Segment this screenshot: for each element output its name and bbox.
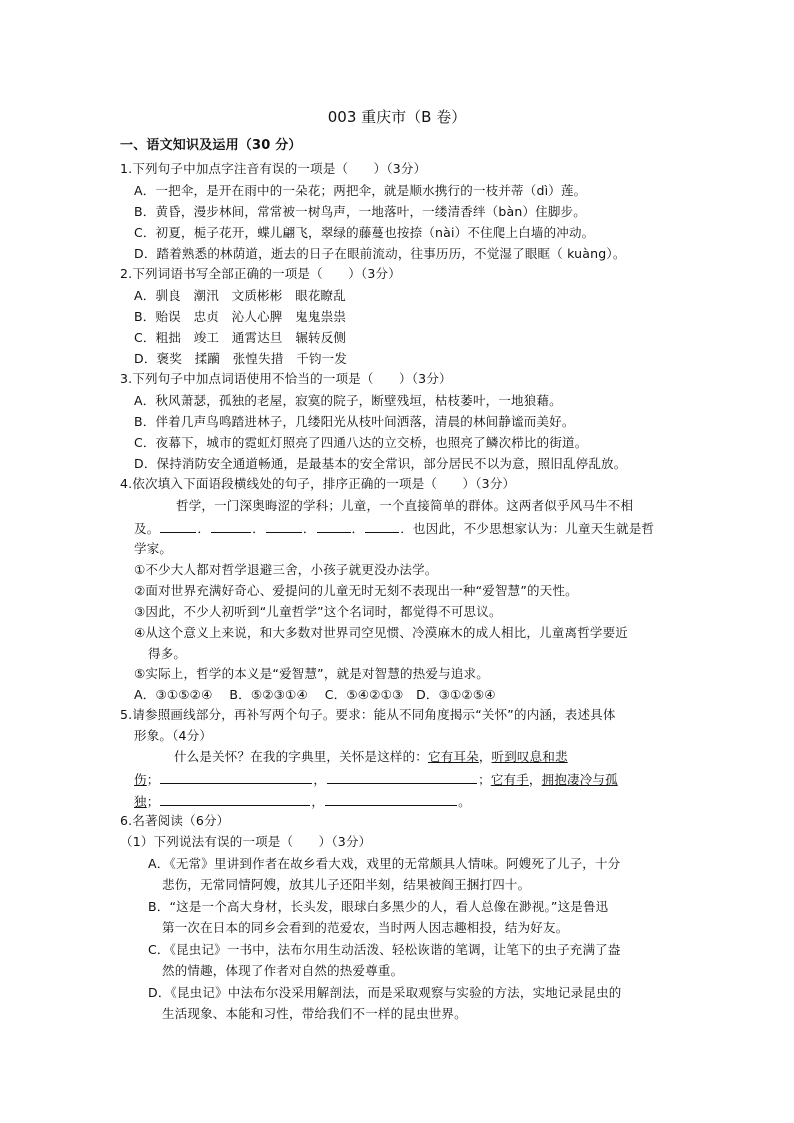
question-1-stem: 1.下列句子中加点字注音有误的一项是（ ）（3分）	[120, 161, 427, 176]
punctuation: ；	[478, 772, 491, 787]
page-title: 003 重庆市（B 卷）	[327, 108, 467, 126]
question-2-option-c: C．粗拙 竣工 通霄达旦 辗转反侧	[134, 330, 347, 345]
question-4-sentence-3: ③因此，不少人初听到“儿童哲学”这个名词时，都觉得不可思议。	[134, 604, 502, 619]
passage-text: 什么是关怀？在我的字典里，关怀是这样的：	[174, 749, 429, 764]
question-1-option-b: B．黄昏，漫步林间，常常被一树鸟声，一地落叶，一缕清香绊（bàn）住脚步。	[134, 204, 586, 219]
question-6-option-d: D．《昆虫记》中法布尔没采用解剖法，而是采取观察与实验的方法，实地记录昆虫的	[148, 985, 622, 1000]
answer-blank-4[interactable]	[325, 792, 457, 806]
punctuation: ，	[311, 794, 325, 809]
question-1-option-d: D．踏着熟悉的林荫道，逝去的日子在眼前流动，往事历历，不觉湿了眼眶（ kuàng）。	[134, 246, 626, 261]
question-5-stem-cont: 形象。（4分）	[134, 728, 213, 743]
underlined-text: 听到叹息和悲	[491, 749, 568, 764]
question-5-stem: 5.请参照画线部分，再补写两个句子。要求：能从不同角度揭示“关怀”的内涵，表述具体	[120, 707, 616, 722]
question-6-stem: 6.名著阅读（6分）	[120, 813, 230, 828]
underlined-text: 拥抱凄冷与孤	[541, 772, 618, 787]
fill-blank-4[interactable]	[317, 519, 351, 533]
section-heading: 一、语文知识及运用（30 分）	[120, 138, 302, 153]
question-6-option-c-cont: 然的情趣，体现了作者对自然的热爱尊重。	[162, 963, 404, 978]
question-6-option-b: B．“这是一个高大身材，长头发，眼球白多黑少的人，看人总像在渺视。”这是鲁迅	[148, 899, 609, 914]
question-3-option-c: C．夜幕下，城市的霓虹灯照亮了四通八达的立交桥，也照亮了鳞次栉比的街道。	[134, 435, 588, 450]
underlined-text: 伤	[134, 772, 147, 787]
question-2-option-d: D．褒奖 揉躏 张惶失措 千钧一发	[134, 351, 348, 366]
fill-blank-3[interactable]	[266, 519, 302, 533]
question-4-stem: 4.依次填入下面语段横线处的句子，排序正确的一项是（ ）（3分）	[120, 476, 516, 491]
question-5-passage-line-3	[134, 792, 471, 811]
question-3-stem: 3.下列句子中加点词语使用不恰当的一项是（ ）（3分）	[120, 371, 452, 386]
question-5-passage-line-1	[174, 748, 568, 766]
question-3-option-a: A．秋风萧瑟，孤独的老屋，寂寞的院子，断壁残垣，枯枝萎叶，一地狼藉。	[134, 393, 562, 408]
answer-blank-1[interactable]	[160, 770, 312, 784]
question-4-sentence-4: ④从这个意义上来说，和大多数对世界司空见惯、冷漠麻木的成人相比，儿童离哲学要近	[134, 625, 629, 640]
question-4-options: A．③①⑤②④ B．⑤②③①④ C．⑤④②①③ D．③①②⑤④	[134, 687, 496, 702]
fill-blank-5[interactable]	[365, 519, 399, 533]
fill-blank-2[interactable]	[211, 519, 251, 533]
question-2-stem: 2.下列词语书写全部正确的一项是（ ）（3分）	[120, 266, 401, 281]
punctuation: ；	[146, 772, 160, 787]
question-1-option-c: C．初夏，栀子花开，蝶儿翩飞，翠绿的藤蔓也按捺（nài）不住爬上白墙的冲动。	[134, 225, 595, 240]
question-6-option-b-cont: 第一次在日本的同乡会看到的范爱农，当时两人因志趣相投，结为好友。	[162, 920, 569, 935]
punctuation: ，	[478, 749, 492, 764]
question-6-option-a: A．《无常》里讲到作者在故乡看大戏，戏里的无常颇具人情味。阿嫂死了儿子，十分	[148, 856, 621, 871]
underlined-text: 它有手	[490, 772, 529, 787]
question-4-passage-line-1: 哲学，一门深奥晦涩的学科；儿童，一个直接简单的群体。这两者似乎风马牛不相	[176, 498, 634, 513]
question-4-sentence-2: ②面对世界充满好奇心、爱提问的儿童无时无刻不表现出一种“爱智慧”的天性。	[134, 583, 578, 598]
question-6-option-c: C．《昆虫记》一书中，法布尔用生动活泼、轻松诙谐的笔调，让笔下的虫子充满了盎	[148, 942, 621, 957]
question-3-option-b: B．伴着几声鸟鸣踏进林子，几缕阳光从枝叶间洒落，清晨的林间静谧而美好。	[134, 414, 575, 429]
answer-blank-3[interactable]	[160, 792, 310, 806]
question-4-sentence-1: ①不少大人都对哲学退避三舍，小孩子就更没办法学。	[134, 562, 438, 577]
passage-text: 及。	[134, 521, 160, 536]
punctuation: ，	[313, 772, 327, 787]
question-2-option-a: A．驯良 潮汛 文质彬彬 眼花瞭乱	[134, 288, 346, 303]
question-5-passage-line-2	[134, 770, 618, 789]
answer-blank-2[interactable]	[327, 770, 477, 784]
question-1-option-a: A．一把伞，是开在雨中的一朵花；两把伞，就是顺水携行的一枝并蒂（dì）莲。	[134, 183, 587, 198]
passage-text: ．也因此，不少思想家认为：儿童天生就是哲	[400, 521, 655, 536]
question-4-passage-line-2: 及。 ． ． ． ． ．也因此，不少思想家认为：儿童天生就是哲	[134, 521, 655, 536]
question-6-sub-question: （1）下列说法有误的一项是（ ）（3分）	[120, 834, 372, 849]
question-3-option-d: D．保持消防安全通道畅通，是最基本的安全常识，部分居民不以为意，照旧乱停乱放。	[134, 456, 627, 471]
underlined-text: 它有耳朵	[428, 749, 479, 764]
question-6-option-a-cont: 悲伤，无常同情阿嫂，放其儿子还阳半刻，结果被阎王捆打四十。	[162, 877, 531, 892]
fill-blank-1[interactable]	[160, 519, 196, 533]
question-6-option-d-cont: 生活现象、本能和习性，带给我们不一样的昆虫世界。	[162, 1006, 467, 1021]
question-4-sentence-4-cont: 得多。	[148, 646, 187, 661]
punctuation: ；	[146, 794, 160, 809]
question-2-option-b: B．贻误 忠贞 沁人心脾 鬼鬼祟祟	[134, 309, 346, 324]
punctuation: ，	[528, 772, 542, 787]
question-4-sentence-5: ⑤实际上，哲学的本义是“爱智慧”，就是对智慧的热爱与追求。	[134, 666, 489, 681]
underlined-text: 独	[134, 794, 147, 809]
punctuation: 。	[458, 794, 471, 809]
question-4-passage-line-3: 学家。	[134, 541, 173, 556]
